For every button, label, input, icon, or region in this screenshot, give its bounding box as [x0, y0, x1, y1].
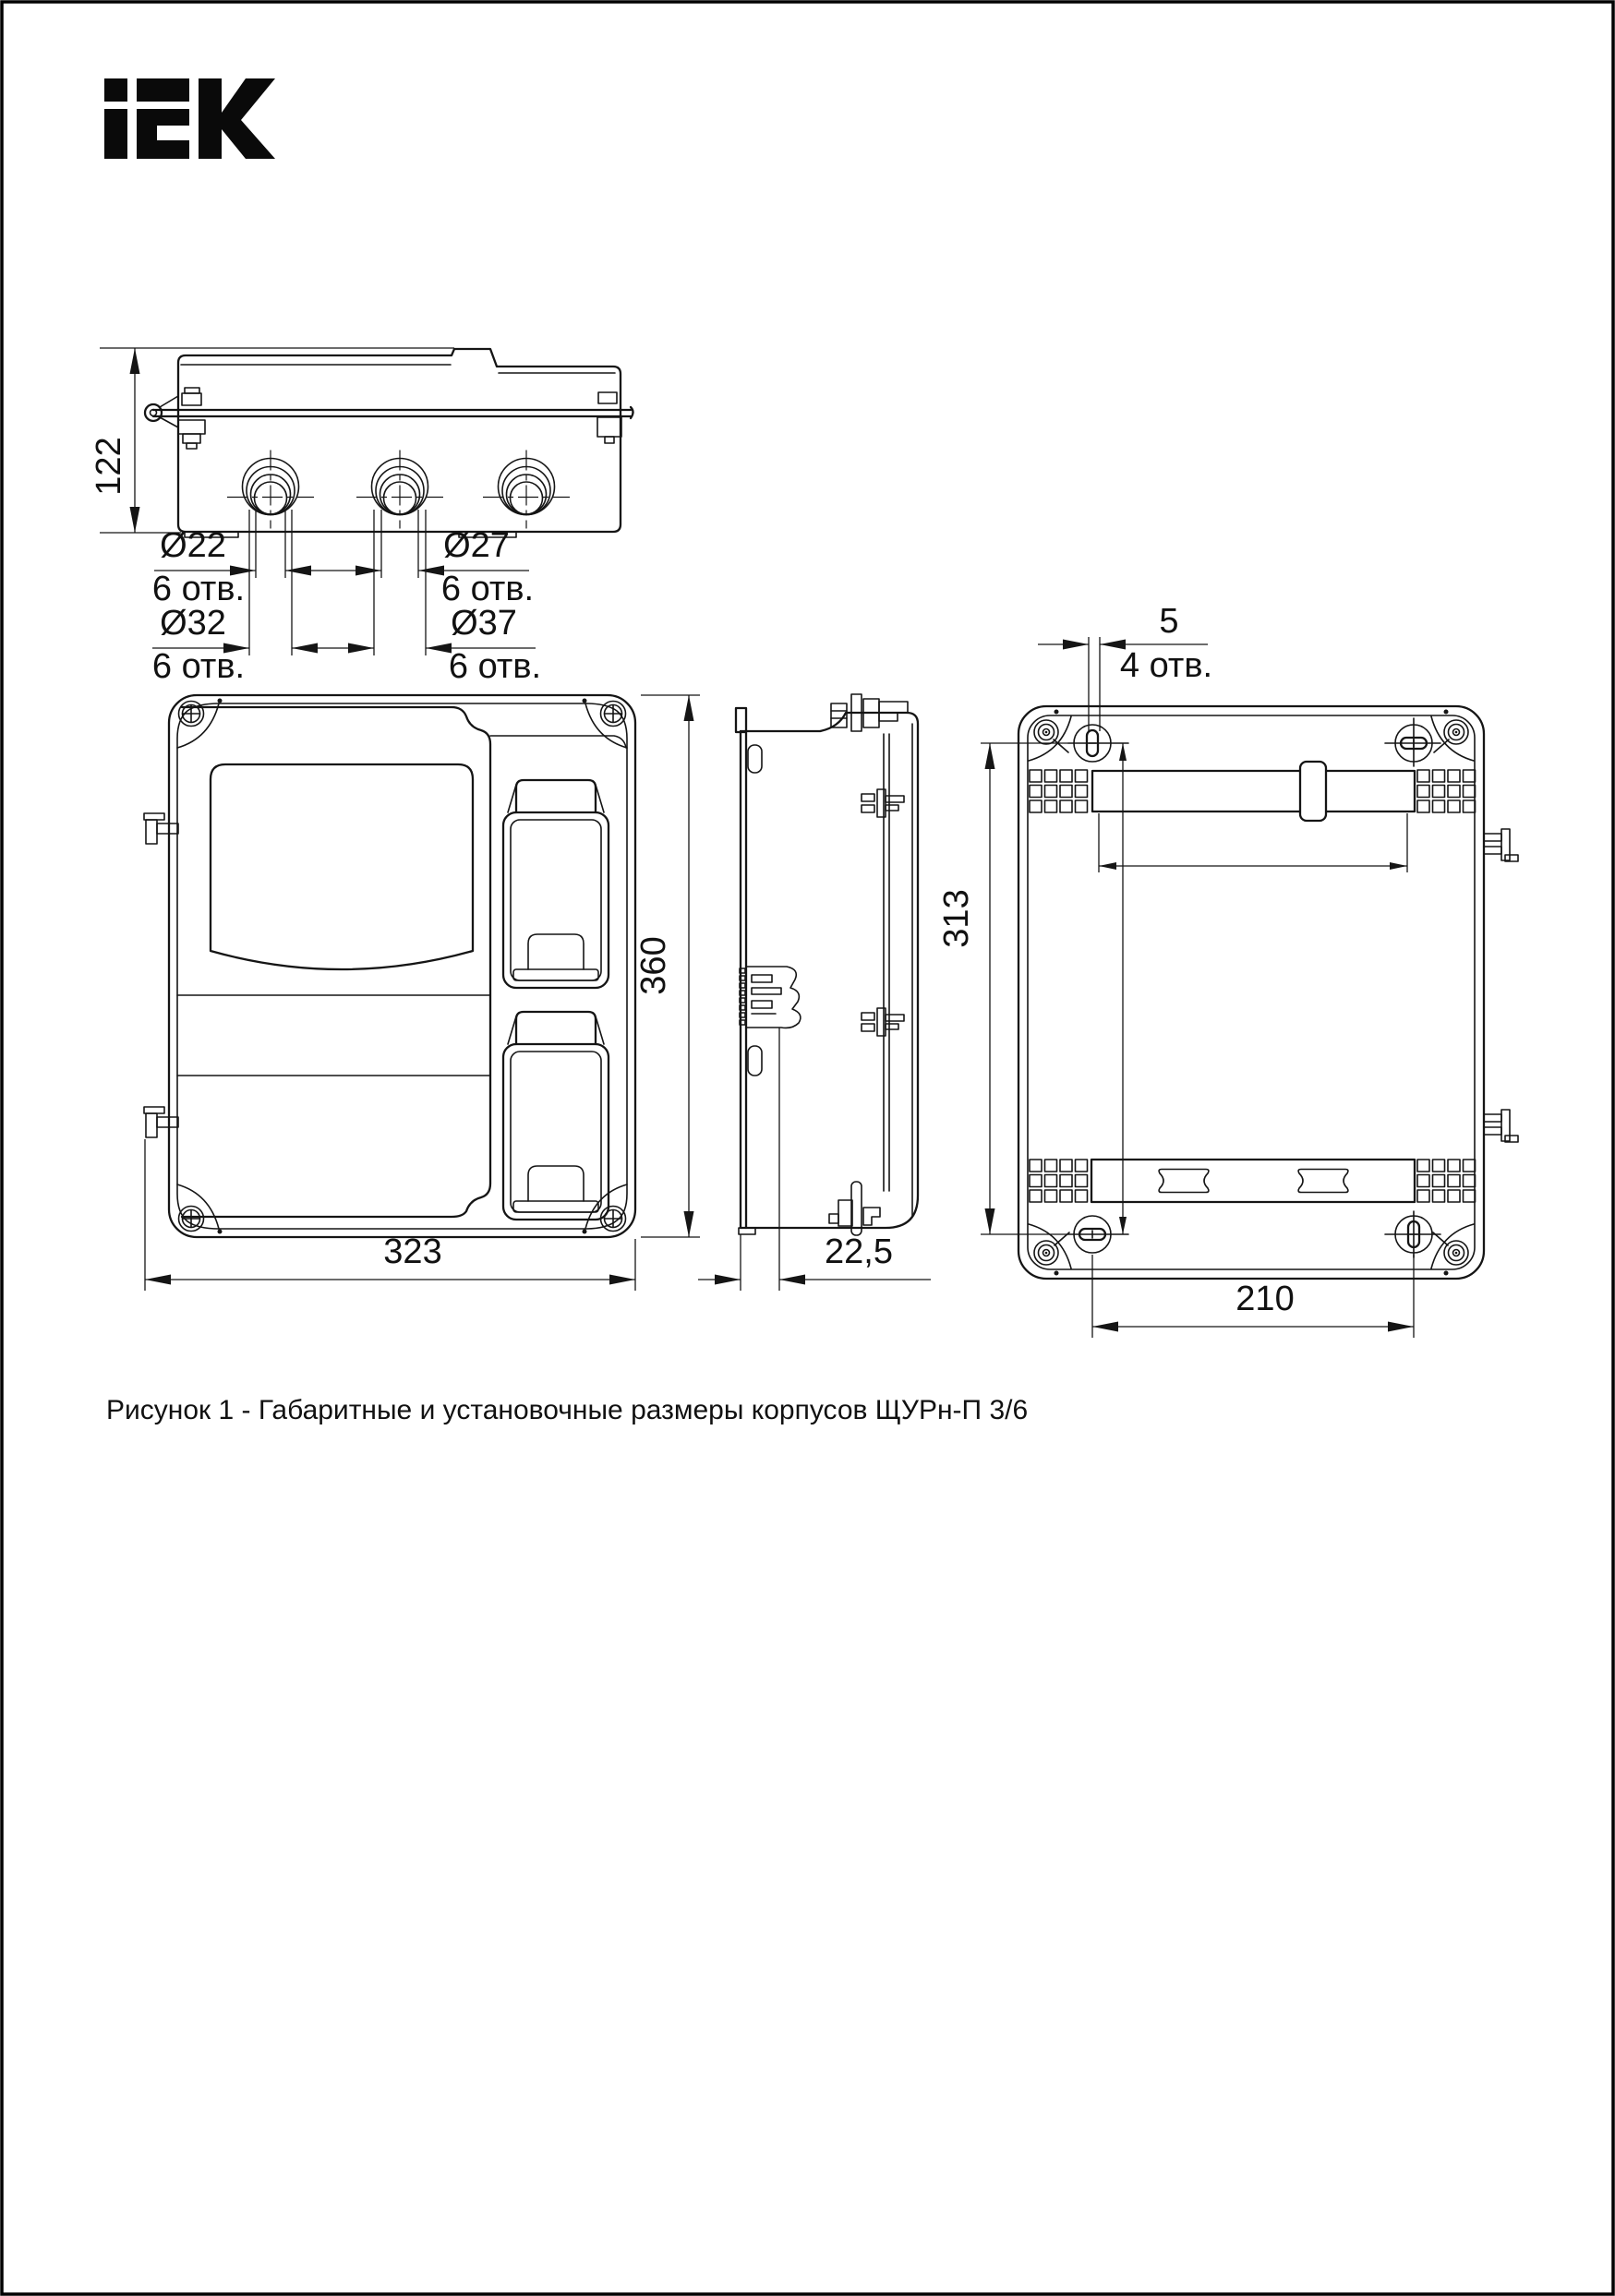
hinge-top [144, 813, 178, 844]
dim-height-360 [634, 695, 700, 1237]
dim-d37-qty: 6 отв. [448, 647, 542, 686]
meter-window [211, 764, 473, 969]
socket-cover-bottom [503, 1012, 609, 1220]
door-outline [182, 707, 490, 1217]
mount-bracket [740, 967, 801, 1028]
dim-width-323 [145, 1139, 635, 1291]
dim-depth-label: 122 [90, 437, 128, 496]
dim-door-depth-label: 22,5 [825, 1232, 893, 1271]
back-view [1018, 706, 1518, 1279]
front-view [144, 695, 635, 1237]
screw-top-right [601, 702, 626, 727]
top-view [145, 349, 633, 537]
dim-slot-qty-label: 4 отв. [1119, 646, 1213, 685]
screw-top-left [179, 702, 204, 727]
mount-keyholes [1068, 718, 1440, 1257]
dim-d32-label: Ø32 [160, 604, 226, 643]
page-border [2, 2, 1613, 2294]
dim-vertical-313 [937, 743, 1068, 1234]
iek-logo [104, 78, 275, 159]
dim-d27-label: Ø27 [443, 526, 510, 565]
dim-height-label: 360 [634, 936, 673, 995]
side-view [736, 694, 918, 1235]
dim-width-label: 323 [383, 1232, 442, 1271]
dim-knockout-holes [152, 510, 541, 686]
dim-depth-22-5 [698, 1028, 931, 1291]
dim-horizontal-label: 210 [1235, 1280, 1295, 1318]
dim-horizontal-210 [1092, 1255, 1414, 1338]
hinge-bottom [144, 1107, 178, 1137]
socket-cover-top [503, 780, 609, 988]
dim-d27-qty: 6 отв. [440, 570, 535, 608]
figure-caption: Рисунок 1 - Габаритные и установочные размеры корпусов ЩУРн-П 3/6 [106, 1395, 1029, 1425]
screw-bottom-left [179, 1207, 204, 1232]
dim-slot-width-label: 5 [1159, 602, 1179, 641]
dim-d22-qty: 6 отв. [151, 570, 246, 608]
dim-d22-label: Ø22 [160, 526, 226, 565]
cable-knockouts [227, 451, 570, 529]
dim-d32-qty: 6 отв. [151, 647, 246, 686]
dim-d37-label: Ø37 [451, 604, 517, 643]
dim-slot-5 [1038, 602, 1212, 731]
screw-bottom-right [601, 1207, 626, 1232]
dim-vertical-label: 313 [937, 889, 976, 948]
